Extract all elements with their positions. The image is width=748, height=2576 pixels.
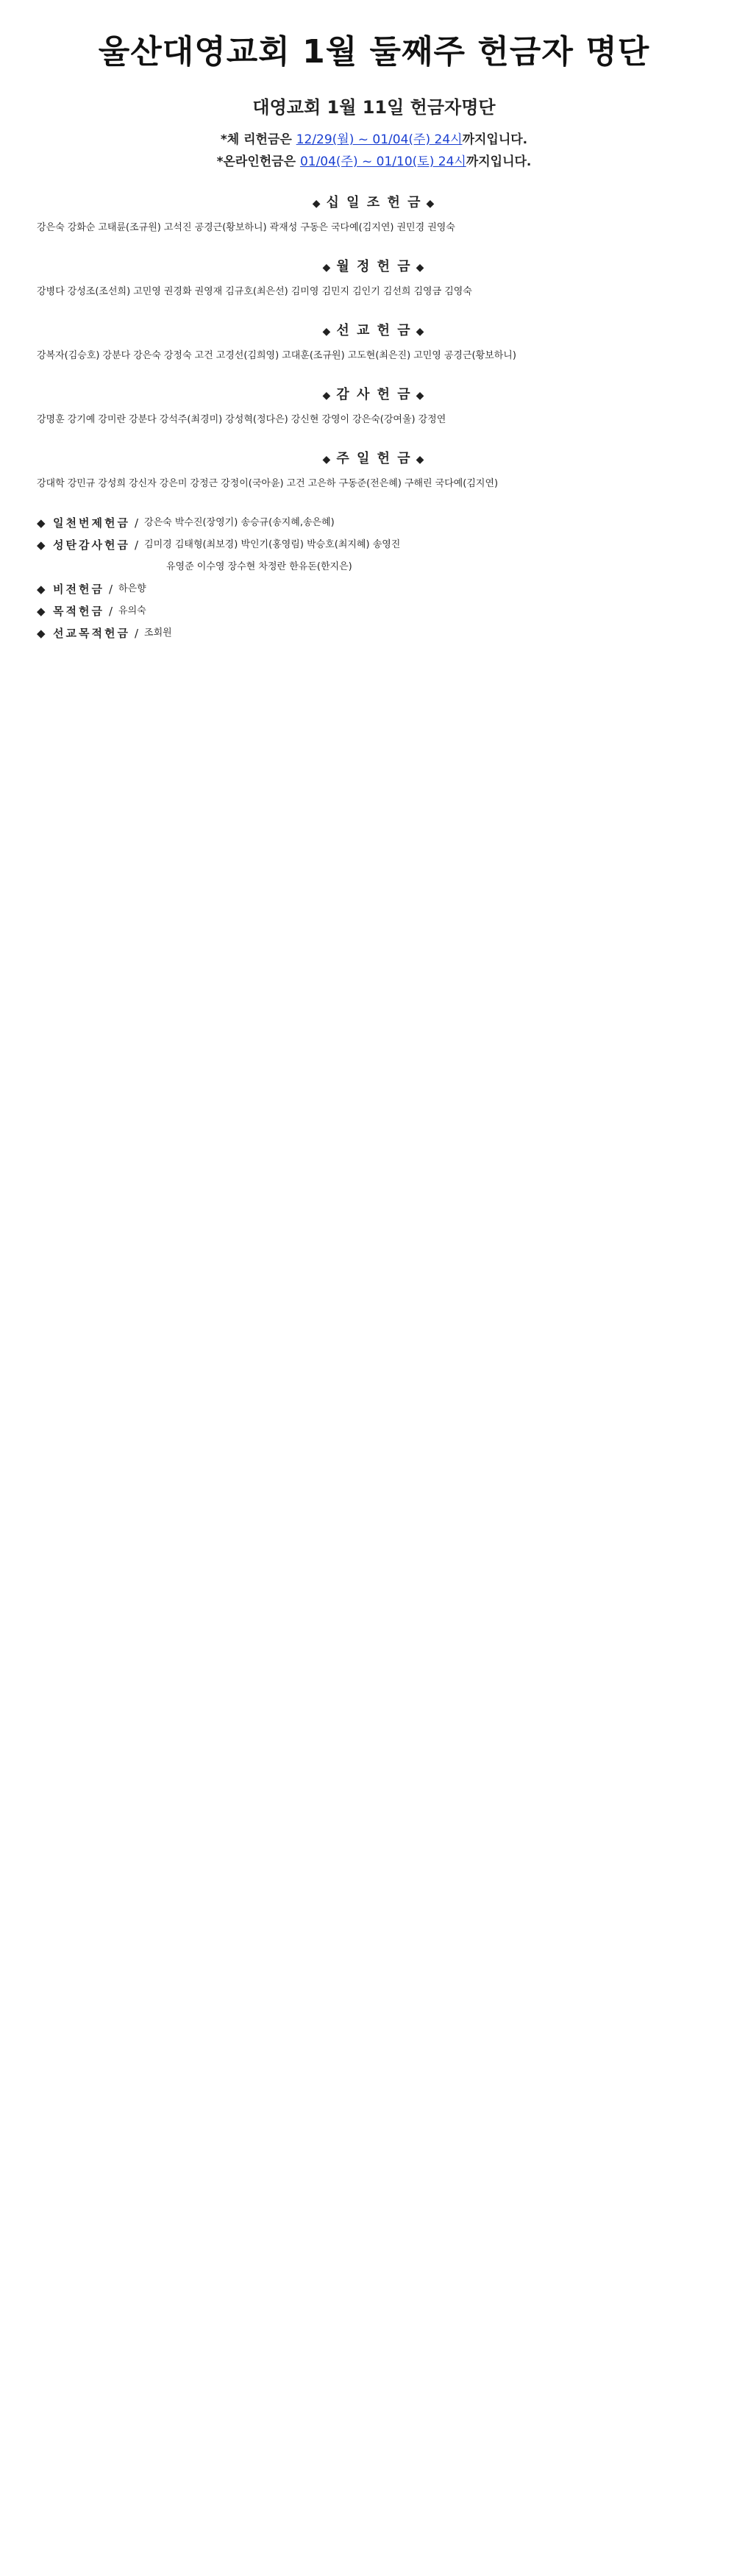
donor-name: 강명훈 — [37, 414, 65, 425]
donor-name: 김규호(최은선) — [225, 286, 288, 297]
donor-name-list — [37, 346, 711, 365]
separator: / — [134, 516, 139, 530]
donor-name: 구해린 — [404, 478, 432, 489]
donor-name: 강미란 — [98, 414, 127, 425]
special-offering-row — [37, 512, 711, 534]
donor-name-list — [37, 474, 711, 493]
diamond-icon: ◆ — [37, 583, 46, 596]
donor-name: 강정숙 — [163, 350, 192, 361]
diamond-icon: ◆ — [37, 605, 46, 618]
donor-name: 강신자 — [129, 478, 157, 489]
donor-name: 국다예(김지연) — [331, 222, 394, 233]
special-offering-row — [37, 556, 711, 578]
donor-name: 강화순 — [67, 222, 96, 233]
donor-name: 강성혁(정다은) — [225, 414, 288, 425]
donor-name: 구동은 — [300, 222, 328, 233]
offering-section — [37, 256, 711, 301]
donor-name: 공경근(황보하니) — [444, 350, 516, 361]
diamond-icon: ◆ — [37, 627, 46, 640]
donor-name: 고도현(최은진) — [347, 350, 411, 361]
donor-name: 고석진 — [163, 222, 192, 233]
diamond-icon: ◆ — [322, 326, 332, 338]
section-title: ◆ 주 일 헌 금 ◆ — [322, 451, 426, 466]
diamond-icon: ◆ — [416, 454, 426, 466]
notice-line-online: *온라인헌금은 01/04(주) ~ 01/10(토) 24시까지입니다. — [216, 154, 532, 169]
diamond-icon: ◆ — [322, 454, 332, 466]
donor-name: 강성희 — [98, 478, 127, 489]
special-offering-names: 강은숙 박수진(장영기) 송승규(송지혜,송은혜) — [144, 517, 335, 528]
donor-name: 강병다 — [37, 286, 65, 297]
donor-name: 강복자(김승호) — [37, 350, 100, 361]
section-title: ◆ 월 정 헌 금 ◆ — [322, 259, 426, 274]
offering-section — [37, 448, 711, 493]
sub-title: 대영교회 1월 11일 헌금자명단 — [252, 97, 496, 118]
separator: / — [134, 627, 139, 640]
donor-name: 고민영 — [413, 350, 441, 361]
special-offering-category: 목적헌금 — [53, 605, 104, 618]
donor-name-list — [37, 410, 711, 429]
special-offering-names: 유영준 이수영 장수현 차정란 한유돈(한지은) — [166, 561, 352, 572]
diamond-icon: ◆ — [416, 390, 426, 402]
donor-name: 김선희 — [382, 286, 411, 297]
special-offering-row — [37, 578, 711, 600]
diamond-icon: ◆ — [322, 390, 332, 402]
page-title: 울산대영교회 1월 둘째주 헌금자 명단 — [98, 33, 650, 71]
donor-name: 강은숙(강여울) — [352, 414, 416, 425]
donor-name: 김영금 — [413, 286, 442, 297]
donor-name: 국다예(김지연) — [435, 478, 499, 489]
donor-name: 강은미 — [159, 478, 188, 489]
donor-name: 구동준(전은혜) — [338, 478, 402, 489]
donor-name: 김영숙 — [444, 286, 472, 297]
special-offering-names: 조회원 — [144, 627, 172, 638]
section-title: ◆ 십 일 조 헌 금 ◆ — [312, 195, 436, 210]
donor-name: 김민지 — [321, 286, 350, 297]
offering-section — [37, 384, 711, 429]
donor-name: 강정이(국아윤) — [221, 478, 284, 489]
donor-name: 김미영 — [291, 286, 319, 297]
donor-name: 공경근(황보하니) — [194, 222, 267, 233]
donor-name: 강석주(최경미) — [159, 414, 223, 425]
donor-name: 고경선(김희영) — [216, 350, 279, 361]
separator: / — [134, 538, 139, 552]
special-offering-row — [37, 600, 711, 622]
offering-sections — [37, 192, 711, 493]
section-title: ◆ 선 교 헌 금 ◆ — [322, 323, 426, 338]
notice — [37, 129, 711, 173]
special-offering-names: 유의숙 — [118, 605, 146, 616]
diamond-icon: ◆ — [37, 538, 46, 552]
donor-name: 강은숙 — [37, 222, 65, 233]
page — [0, 0, 748, 666]
donor-name-list — [37, 282, 711, 301]
donor-name: 고민영 — [133, 286, 161, 297]
donor-name: 권민경 — [396, 222, 425, 233]
donor-name: 강민규 — [67, 478, 96, 489]
donor-name: 강성조(조선희) — [67, 286, 131, 297]
separator: / — [108, 605, 113, 618]
donor-name: 권영재 — [194, 286, 223, 297]
donor-name: 고대훈(조규원) — [282, 350, 345, 361]
donor-name: 권영숙 — [427, 222, 455, 233]
offering-section — [37, 320, 711, 365]
diamond-icon: ◆ — [322, 262, 332, 274]
donor-name: 고건 — [194, 350, 213, 361]
diamond-icon: ◆ — [312, 198, 322, 210]
donor-name: 강분다 — [102, 350, 131, 361]
special-offering-category: 비전헌금 — [53, 583, 104, 596]
donor-name: 권경화 — [163, 286, 192, 297]
diamond-icon: ◆ — [426, 198, 436, 210]
donor-name: 고은하 — [307, 478, 336, 489]
special-offering-row — [37, 622, 711, 644]
special-offering-row — [37, 534, 711, 556]
donor-name: 고태륜(조규원) — [98, 222, 161, 233]
diamond-icon: ◆ — [37, 516, 46, 530]
donor-name: 강영이 — [321, 414, 350, 425]
special-offering-category: 성탄감사헌금 — [53, 538, 130, 552]
special-offering-names: 하은향 — [118, 583, 146, 594]
donor-name: 강분다 — [129, 414, 157, 425]
special-offering-names: 김미경 김태형(최보경) 박인기(홍영림) 박승호(최지혜) 송영진 — [144, 539, 401, 550]
donor-name: 강기예 — [67, 414, 96, 425]
donor-name: 강대학 — [37, 478, 65, 489]
diamond-icon: ◆ — [416, 326, 426, 338]
donor-name: 강은숙 — [133, 350, 161, 361]
special-offering-category: 일천번제헌금 — [53, 516, 130, 530]
special-offering-category: 선교목적헌금 — [53, 627, 130, 640]
donor-name: 곽재성 — [269, 222, 298, 233]
section-title: ◆ 감 사 헌 금 ◆ — [322, 387, 426, 402]
offering-section — [37, 192, 711, 237]
special-offerings — [37, 512, 711, 644]
donor-name: 강정연 — [418, 414, 446, 425]
donor-name-list — [37, 218, 711, 237]
notice-line-cheri: *체 리헌금은 12/29(월) ~ 01/04(주) 24시까지입니다. — [220, 132, 528, 147]
diamond-icon: ◆ — [416, 262, 426, 274]
donor-name: 강정근 — [190, 478, 218, 489]
donor-name: 강신현 — [291, 414, 319, 425]
donor-name: 김인기 — [352, 286, 380, 297]
separator: / — [108, 583, 113, 596]
donor-name: 고건 — [286, 478, 305, 489]
